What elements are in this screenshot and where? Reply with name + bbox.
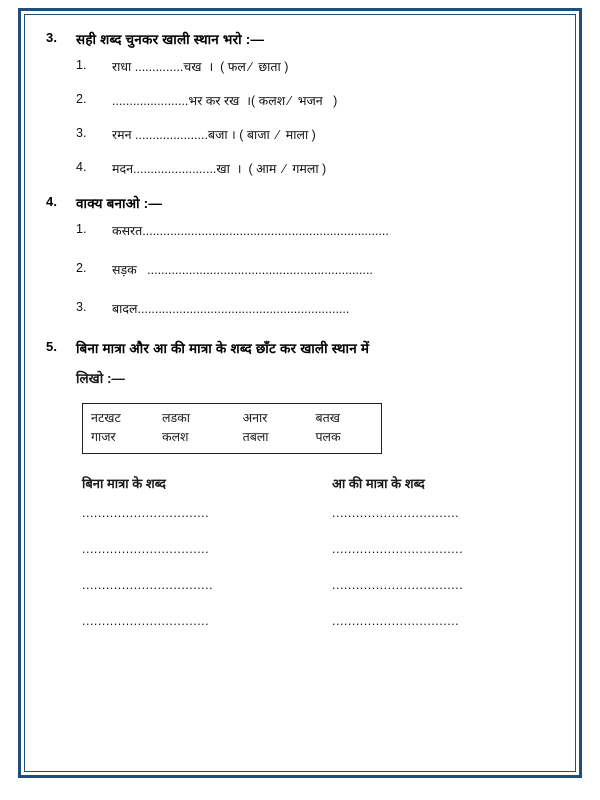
answer-blank-right[interactable]: ................................. — [332, 578, 464, 592]
column-heading-no-matra: बिना मात्रा के शब्द — [82, 476, 166, 491]
answer-blank-left[interactable]: ................................ — [82, 614, 210, 628]
item-text[interactable]: सड़क ................................................................. — [112, 263, 373, 277]
answer-row — [82, 542, 560, 556]
word-cell: कलश — [161, 430, 189, 444]
question-items-3 — [76, 58, 560, 177]
item-number: 3. — [76, 126, 87, 140]
item-text[interactable]: ......................भर कर रख ।( कलश ⁄ भजन ) — [112, 94, 338, 108]
list-item — [76, 160, 560, 177]
question-title-5: बिना मात्रा और आ की मात्रा के शब्द छाँट कर खाली स्थान में — [76, 341, 370, 356]
question-title-5-line2: लिखो :— — [76, 371, 125, 386]
list-item — [76, 300, 560, 317]
question-number-5: 5. — [46, 339, 58, 354]
question-title-3: सही शब्द चुनकर खाली स्थान भरो :— — [76, 32, 265, 47]
item-number: 4. — [76, 160, 87, 174]
item-number: 2. — [76, 92, 87, 106]
answer-blank-right[interactable]: ................................ — [332, 506, 460, 520]
question-heading-3 — [46, 30, 560, 48]
answer-blank-right[interactable]: ................................ — [332, 614, 460, 628]
word-cell: पलक — [315, 430, 341, 444]
question-items-4 — [76, 222, 560, 317]
list-item — [76, 58, 560, 75]
answer-row — [82, 506, 560, 520]
word-cell: नटखट — [91, 411, 121, 425]
answer-lines — [82, 506, 560, 628]
question-heading-4 — [46, 194, 560, 212]
item-text[interactable]: राधा ..............चख । ( फल ⁄ छाता ) — [112, 60, 289, 74]
item-text[interactable]: रमन .....................बजा । ( बाजा ⁄ माला ) — [112, 128, 316, 142]
item-number: 2. — [76, 261, 87, 275]
question-block-4 — [46, 194, 560, 317]
list-item — [76, 126, 560, 143]
column-heading-aa-matra: आ की मात्रा के शब्द — [332, 476, 425, 491]
question-block-3 — [46, 30, 560, 177]
item-text[interactable]: बादल............................................................. — [112, 302, 350, 316]
word-cell: लडका — [161, 411, 190, 425]
answer-blank-left[interactable]: ................................. — [82, 578, 214, 592]
list-item — [76, 222, 560, 239]
list-item — [76, 92, 560, 109]
list-item — [76, 261, 560, 278]
item-text[interactable]: कसरत....................................................................... — [112, 224, 389, 238]
item-number: 3. — [76, 300, 87, 314]
answer-column-headings — [82, 474, 560, 492]
item-number: 1. — [76, 222, 87, 236]
word-cell: बतख — [315, 411, 340, 425]
answer-blank-right[interactable]: ................................. — [332, 542, 464, 556]
word-cell: अनार — [242, 411, 268, 425]
answer-blank-left[interactable]: ................................ — [82, 506, 210, 520]
table-row — [91, 428, 373, 447]
question-number-4: 4. — [46, 194, 58, 209]
answer-blank-left[interactable]: ................................ — [82, 542, 210, 556]
question-heading-5 — [46, 339, 560, 357]
word-cell: तबला — [242, 430, 269, 444]
answer-row — [82, 578, 560, 592]
question-block-5 — [46, 339, 560, 628]
table-row — [91, 409, 373, 428]
question-number-3: 3. — [46, 30, 58, 45]
question-title-4: वाक्य बनाओ :— — [76, 196, 163, 211]
item-text[interactable]: मदन........................खा । ( आम ⁄ गमला ) — [112, 162, 327, 176]
answer-row — [82, 614, 560, 628]
word-bank-box — [82, 403, 382, 454]
worksheet-content — [46, 30, 560, 760]
word-cell: गाजर — [91, 430, 116, 444]
item-number: 1. — [76, 58, 87, 72]
